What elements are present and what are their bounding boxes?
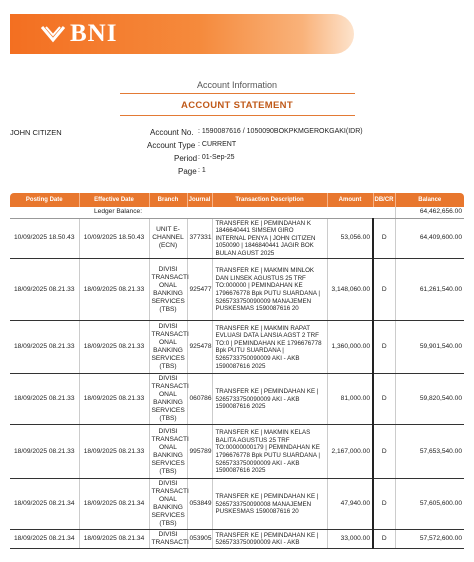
amount-cell: 53,056.00 [327,218,373,259]
description-cell: TRANSFER KE | MAKMIN MINLOK DAN LINSEK AGUSTUS 25 TRF TO:000000 | PEMINDAHAN KE 1796676778 Bpk PUTU SUARDANA | 5265733750090009 MANAJEMEN PUSKESMAS 1590087616 20 [212,259,327,321]
ledger-balance-label: Ledger Balance: [10,207,395,218]
balance-cell: 61,261,540.00 [395,259,464,321]
column-header-branch: Branch [149,193,187,207]
posting-date-cell: 18/09/2025 08.21.34 [10,530,79,549]
balance-cell: 59,820,540.00 [395,374,464,425]
table-row [10,259,464,321]
effective-date-cell: 18/09/2025 08.21.33 [79,374,149,425]
period-row [0,154,300,166]
page-label: Page [178,167,197,176]
dbcr-cell: D [373,530,395,549]
description-cell: TRANSFER KE | PEMINDAHAN KE | 5265733750090008 MANAJEMEN PUSKESMAS 1590087616 20 [212,479,327,530]
customer-name: JOHN CITIZEN [10,128,62,137]
effective-date-cell: 18/09/2025 08.21.34 [79,479,149,530]
balance-cell: 64,409,600.00 [395,218,464,259]
description-cell: TRANSFER KE | PEMINDAHAN K 1846640441 SIMSEM GIRO INTERNAL PENYA | JOHN CITIZEN 1050090 | 1846840441 JAGIR BOK BULAN AGUST 2025 [212,218,327,259]
table-row [10,374,464,425]
bni-logo-mark-icon [40,23,66,45]
account-type-label: Account Type [147,141,196,150]
journal-cell: 053905 [187,530,212,549]
dbcr-cell: D [373,479,395,530]
balance-cell: 57,572,600.00 [395,530,464,549]
branch-cell: UNIT E-CHANNEL (ECN) [149,218,187,259]
column-header-balance: Balance [395,193,464,207]
balance-cell: 57,653,540.00 [395,425,464,479]
description-cell: TRANSFER KE | MAKMIN KELAS BALITA AGUSTUS 25 TRF TO:00000000179 | PEMINDAHAN KE 1796676778 Bpk PUTU SUARDANA | 5265733750090009 AKI - AKB 1590087616 2025 [212,425,327,479]
effective-date-cell: 18/09/2025 08.21.33 [79,425,149,479]
branch-cell: DIVISI TRANSACTI ONAL BANKING SERVICES (TBS) [149,374,187,425]
ledger-balance-row [10,207,464,218]
page-value: : 1 [198,167,206,174]
page-title: ACCOUNT STATEMENT [181,100,293,111]
account-number-value: : 1590087616 / 1050090BOKPKMGEROKGAKI(IDR) [198,128,363,135]
description-cell: TRANSFER KE | PEMINDAHAN KE | 5265733750090009 AKI - AKB 1590087616 2025 [212,374,327,425]
column-header-amount: Amount [327,193,373,207]
posting-date-cell: 18/09/2025 08.21.33 [10,259,79,321]
column-header-posting-date: Posting Date [10,193,79,207]
balance-cell: 59,901,540.00 [395,321,464,374]
transactions-table [10,193,464,549]
branch-cell: DIVISI TRANSACTI ONAL BANKING SERVICES (TBS) [149,259,187,321]
column-header-journal: Journal [187,193,212,207]
journal-cell: 925477 [187,259,212,321]
description-cell: TRANSFER KE | PEMINDAHAN KE | 5265733750090009 AKI - AKB [212,530,327,549]
branch-cell: DIVISI TRANSACTI ONAL BANKING SERVICES (TBS) [149,321,187,374]
dbcr-cell: D [373,425,395,479]
journal-cell: 377331 [187,218,212,259]
branch-cell: DIVISI TRANSACTI ONAL BANKING SERVICES (TBS) [149,479,187,530]
effective-date-cell: 10/09/2025 18.50.43 [79,218,149,259]
column-header-dbcr: DB/CR [373,193,395,207]
dbcr-cell: D [373,259,395,321]
branch-cell: DIVISI TRANSACTI ONAL BANKING SERVICES (TBS) [149,425,187,479]
account-information-title: Account Information [196,80,278,90]
bni-logo [40,20,117,48]
column-header-effective-date: Effective Date [79,193,149,207]
account-number-label: Account No. [150,128,194,137]
table-row [10,425,464,479]
posting-date-cell: 18/09/2025 08.21.34 [10,479,79,530]
posting-date-cell: 18/09/2025 08.21.33 [10,374,79,425]
balance-cell: 57,605,600.00 [395,479,464,530]
column-header-description: Transaction Description [212,193,327,207]
account-type-row [0,141,300,153]
table-row [10,479,464,530]
table-header-row [10,193,464,207]
branch-cell: DIVISI TRANSACTI [149,530,187,549]
period-label: Period [174,154,198,163]
dbcr-cell: D [373,374,395,425]
account-number-row [0,128,363,140]
dbcr-cell: D [373,218,395,259]
amount-cell: 1,360,000.00 [327,321,373,374]
posting-date-cell: 10/09/2025 18.50.43 [10,218,79,259]
journal-cell: 053849 [187,479,212,530]
effective-date-cell: 18/09/2025 08.21.34 [79,530,149,549]
dbcr-cell: D [373,321,395,374]
effective-date-cell: 18/09/2025 08.21.33 [79,321,149,374]
divider [120,115,355,116]
amount-cell: 33,000.00 [327,530,373,549]
amount-cell: 81,000.00 [327,374,373,425]
posting-date-cell: 18/09/2025 08.21.33 [10,321,79,374]
posting-date-cell: 18/09/2025 08.21.33 [10,425,79,479]
effective-date-cell: 18/09/2025 08.21.33 [79,259,149,321]
bni-logo-text: BNI [70,20,118,47]
journal-cell: 925478 [187,321,212,374]
account-type-value: : CURRENT [198,141,237,148]
page-row [0,167,300,179]
ledger-balance-value: 64,462,656.00 [395,207,464,218]
table-row [10,218,464,259]
table-row [10,321,464,374]
table-row [10,530,464,549]
amount-cell: 3,148,060.00 [327,259,373,321]
divider [120,93,355,94]
period-value: : 01-Sep-25 [198,154,235,161]
description-cell: TRANSFER KE | MAKMIN RAPAT EVLUASI DATA LANSIA AGST 2 TRF TO:0 | PEMINDAHAN KE 1796676778 Bpk PUTU SUARDANA | 5265733750090009 AKI - AKB 1590087616 2025 [212,321,327,374]
journal-cell: 060786 [187,374,212,425]
journal-cell: 995789 [187,425,212,479]
amount-cell: 47,940.00 [327,479,373,530]
amount-cell: 2,167,000.00 [327,425,373,479]
